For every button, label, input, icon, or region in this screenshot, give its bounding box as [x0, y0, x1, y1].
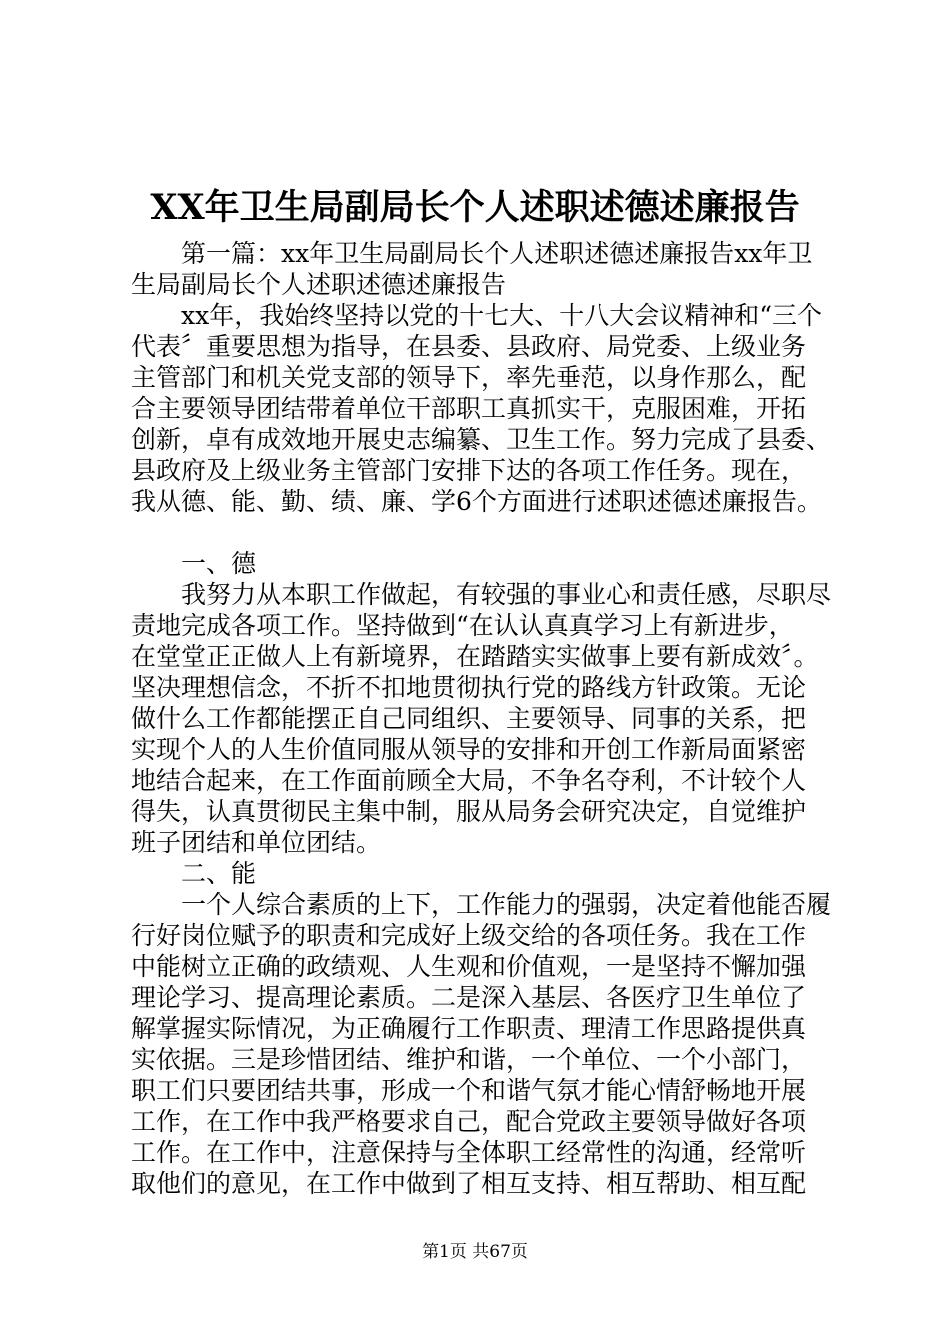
document-body — [131, 238, 851, 1199]
body-line: xx年，我始终坚持以党的十七大、十八大会议精神和“三个 — [131, 301, 822, 330]
body-line: 班子团结和单位团结。 — [131, 828, 382, 857]
body-line: 一、德 — [131, 549, 257, 578]
body-line: 在堂堂正正做人上有新境界，在踏踏实实做事上要有新成效〞。 — [131, 642, 819, 671]
body-line: 工作。在工作中，注意保持与全体职工经常性的沟通，经常听 — [131, 1138, 807, 1167]
document-title: XX年卫生局副局长个人述职述德述廉报告 — [150, 187, 800, 228]
body-line: 代表〞重要思想为指导，在县委、县政府、局党委、上级业务 — [131, 332, 807, 361]
body-line: 一个人综合素质的上下，工作能力的强弱，决定着他能否履 — [131, 890, 832, 919]
body-line: 工作，在工作中我严格要求自己，配合党政主要领导做好各项 — [131, 1107, 807, 1136]
body-line: 第一篇：xx年卫生局副局长个人述职述德述廉报告xx年卫 — [131, 239, 813, 268]
body-line: 我从德、能、勤、绩、廉、学6个方面进行述职述德述廉报告。 — [131, 487, 822, 516]
body-line: 我努力从本职工作做起，有较强的事业心和责任感，尽职尽 — [131, 580, 832, 609]
body-line: 地结合起来，在工作面前顾全大局，不争名夺利，不计较个人 — [131, 766, 807, 795]
body-line: 取他们的意见，在工作中做到了相互支持、相互帮助、相互配 — [131, 1169, 807, 1198]
body-line: 生局副局长个人述职述德述廉报告 — [131, 270, 507, 299]
body-line: 创新，卓有成效地开展史志编纂、卫生工作。努力完成了县委、 — [131, 425, 832, 454]
body-line: 行好岗位赋予的职责和完成好上级交给的各项任务。我在工作 — [131, 921, 807, 950]
body-line: 实依据。三是珍惜团结、维护和谐，一个单位、一个小部门， — [131, 1045, 807, 1074]
page-number: 第1页 共67页 — [422, 1242, 528, 1262]
body-line: 责地完成各项工作。坚持做到“在认认真真学习上有新进步， — [131, 611, 794, 640]
body-line: 二、能 — [131, 859, 257, 888]
body-line: 职工们只要团结共事，形成一个和谐气氛才能心情舒畅地开展 — [131, 1076, 807, 1105]
body-line: 主管部门和机关党支部的领导下，率先垂范，以身作那么，配 — [131, 363, 807, 392]
body-line: 县政府及上级业务主管部门安排下达的各项工作任务。现在， — [131, 456, 807, 485]
body-line: 实现个人的人生价值同服从领导的安排和开创工作新局面紧密 — [131, 735, 807, 764]
body-line: 中能树立正确的政绩观、人生观和价值观，一是坚持不懈加强 — [131, 952, 807, 981]
body-line: 得失，认真贯彻民主集中制，服从局务会研究决定，自觉维护 — [131, 797, 807, 826]
blank-line — [131, 517, 851, 548]
body-line: 坚决理想信念，不折不扣地贯彻执行党的路线方针政策。无论 — [131, 673, 807, 702]
body-line: 解掌握实际情况，为正确履行工作职责、理清工作思路提供真 — [131, 1014, 807, 1043]
body-line: 合主要领导团结带着单位干部职工真抓实干，克服困难，开拓 — [131, 394, 807, 423]
body-line: 理论学习、提高理论素质。二是深入基层、各医疗卫生单位了 — [131, 983, 807, 1012]
body-line: 做什么工作都能摆正自己同组织、主要领导、同事的关系，把 — [131, 704, 807, 733]
